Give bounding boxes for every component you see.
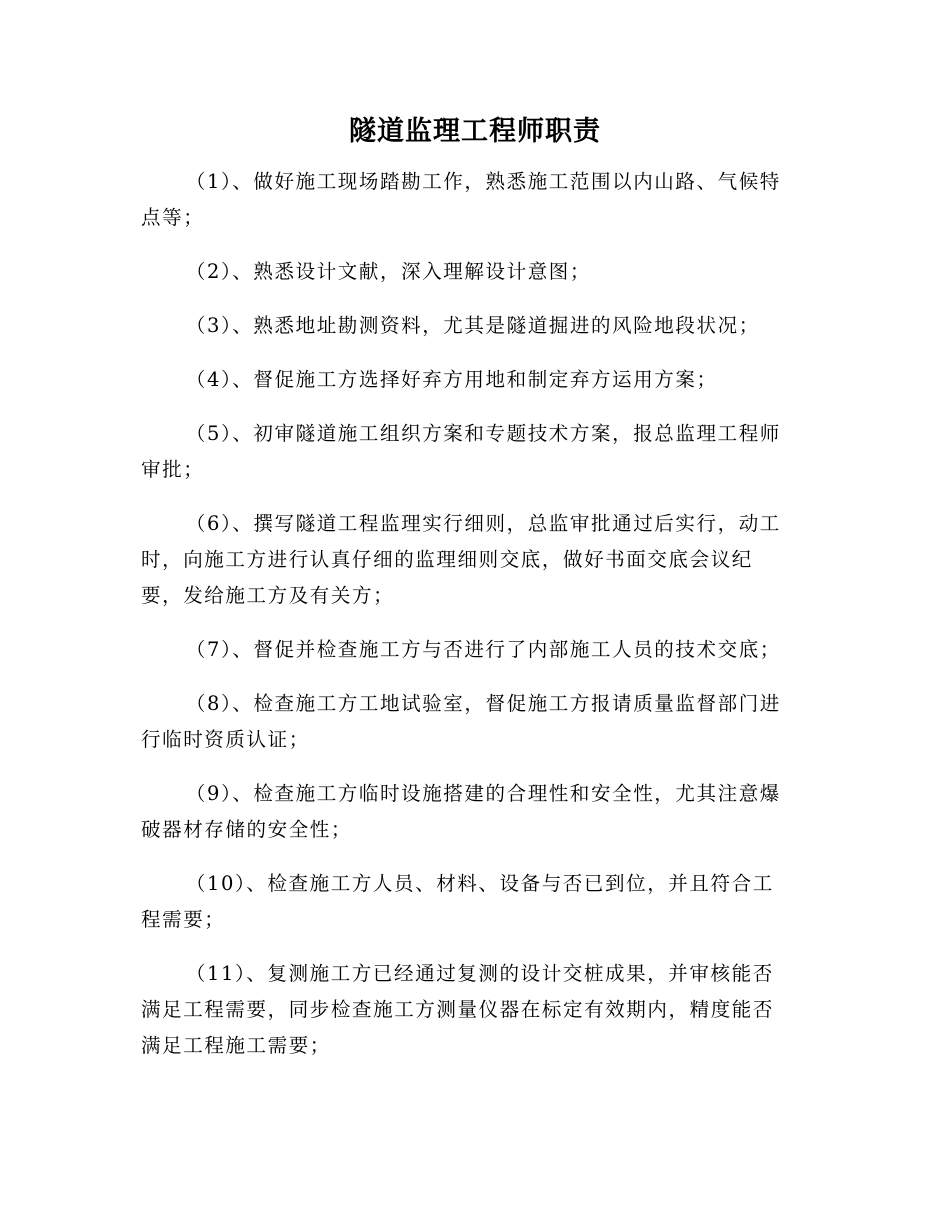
duty-paragraph [141, 362, 811, 398]
document-body [141, 164, 811, 1082]
duty-paragraph [141, 308, 811, 344]
paragraph-line: 点等； [141, 206, 205, 229]
paragraph-line: （8）、检查施工方工地试验室，督促施工方报请质量监督部门进 [185, 692, 781, 715]
paragraph-line: （4）、督促施工方选择好弃方用地和制定弃方运用方案； [185, 368, 718, 391]
paragraph-line: 时，向施工方进行认真仔细的监理细则交底，做好书面交底会议纪 [141, 548, 753, 571]
paragraph-line: 破器材存储的安全性； [141, 818, 353, 841]
duty-paragraph [141, 956, 811, 1064]
duty-paragraph [141, 686, 811, 758]
duty-paragraph [141, 776, 811, 848]
paragraph-line: 程需要； [141, 908, 226, 931]
document-title: 隧道监理工程师职责 [349, 116, 601, 147]
paragraph-line: （2）、熟悉设计文献，深入理解设计意图； [185, 260, 592, 283]
paragraph-line: 满足工程施工需要； [141, 1034, 331, 1057]
paragraph-line: （6）、撰写隧道工程监理实行细则，总监审批通过后实行，动工 [185, 512, 781, 535]
paragraph-line: 行临时资质认证； [141, 728, 310, 751]
paragraph-line: （1）、做好施工现场踏勘工作，熟悉施工范围以内山路、气候特 [185, 170, 781, 193]
duty-paragraph [141, 632, 811, 668]
paragraph-line: 要，发给施工方及有关方； [141, 584, 395, 607]
paragraph-line: （7）、督促并检查施工方与否进行了内部施工人员的技术交底； [185, 638, 781, 661]
duty-paragraph [141, 254, 811, 290]
paragraph-line: （3）、熟悉地址勘测资料，尤其是隧道掘进的风险地段状况； [185, 314, 760, 337]
duty-paragraph [141, 416, 811, 488]
duty-paragraph [141, 506, 811, 614]
paragraph-line: （5）、初审隧道施工组织方案和专题技术方案，报总监理工程师 [185, 422, 781, 445]
paragraph-line: （11）、复测施工方已经通过复测的设计交桩成果，并审核能否 [185, 962, 774, 985]
paragraph-line: （10）、检查施工方人员、材料、设备与否已到位，并且符合工 [185, 872, 774, 895]
duty-paragraph [141, 866, 811, 938]
duty-paragraph [141, 164, 811, 236]
paragraph-line: （9）、检查施工方临时设施搭建的合理性和安全性，尤其注意爆 [185, 782, 781, 805]
paragraph-line: 满足工程需要，同步检查施工方测量仪器在标定有效期内，精度能否 [141, 998, 775, 1021]
paragraph-line: 审批； [141, 458, 205, 481]
